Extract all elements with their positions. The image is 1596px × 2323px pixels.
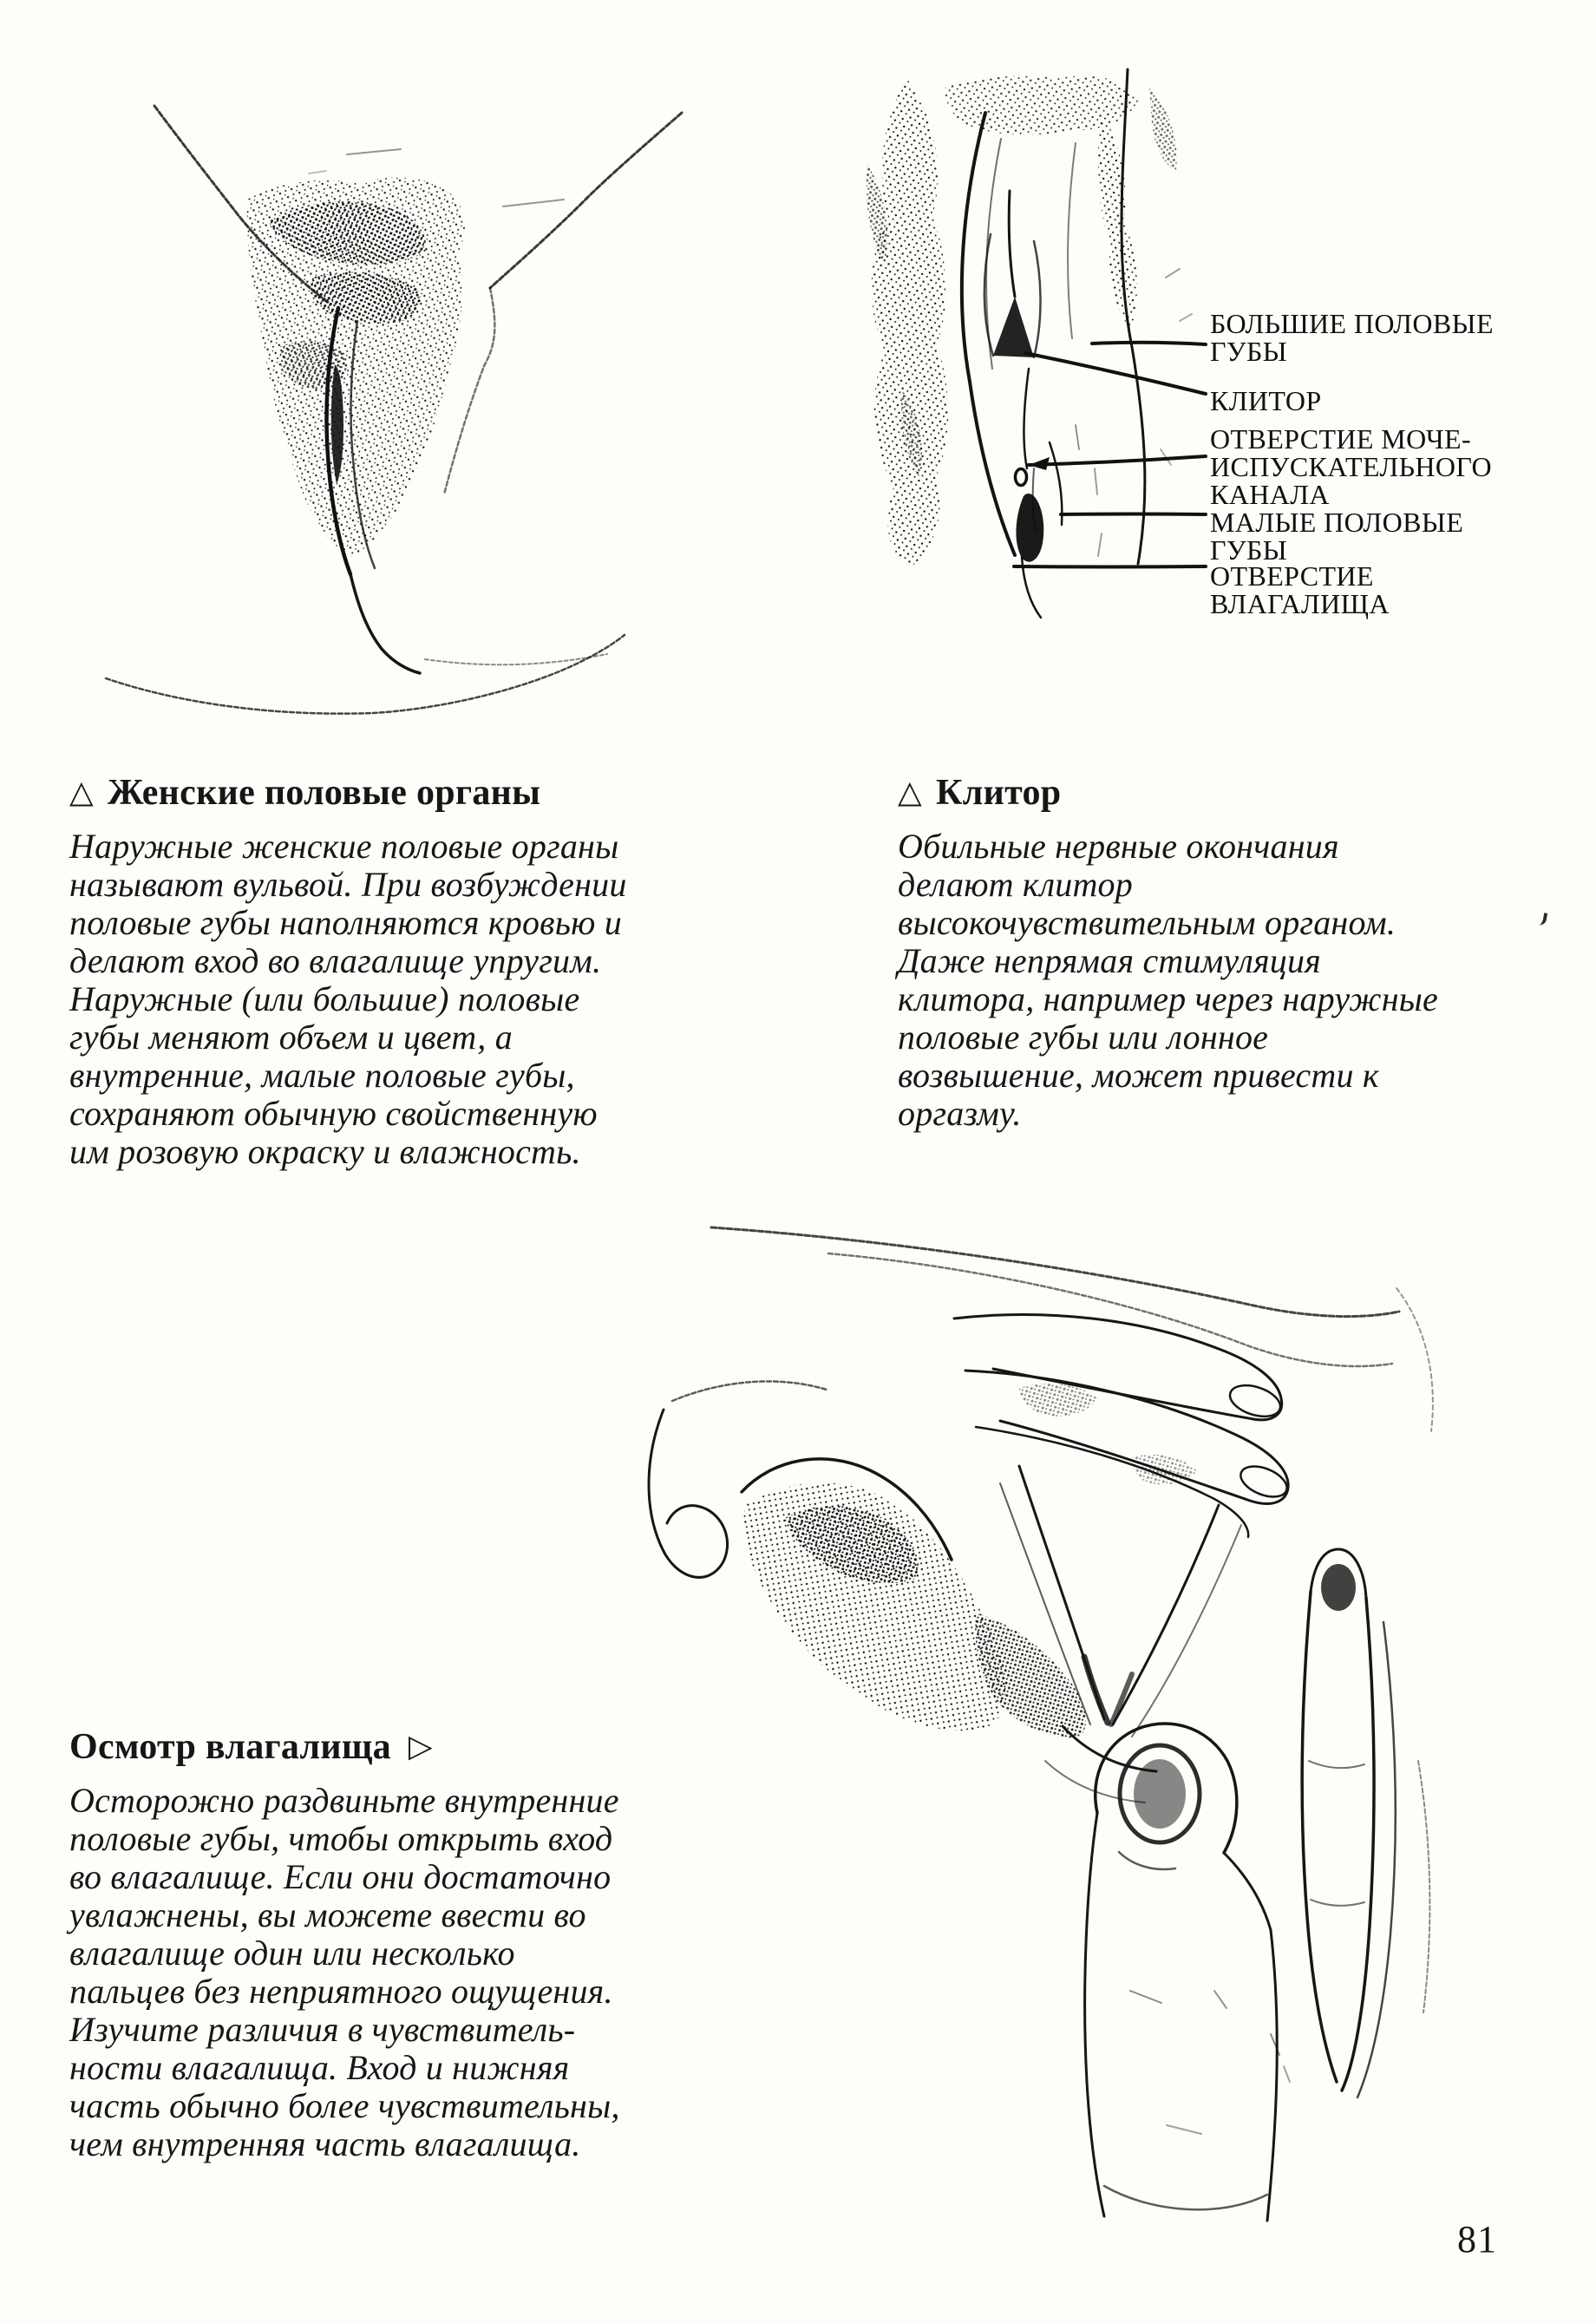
- urethral-opening-mark: [1016, 469, 1027, 486]
- section-title: Клитор: [936, 773, 1062, 813]
- page-number: 81: [1457, 2218, 1497, 2261]
- leader-line-labia-minora: [1061, 514, 1206, 515]
- section-body: Обильные нервные окончания делают клитор высокочувствительным органом. Даже непрямая стимуляция клитора, например через наружные половые губы или лонное возвышение, может привести к оргазму.: [898, 827, 1439, 1133]
- pubic-hair-texture: [247, 178, 465, 557]
- perineum-and-thigh-crease: [106, 574, 625, 714]
- label-labia-minora: МАЛЫЕ ПОЛОВЫЕ ГУБЫ: [1210, 507, 1464, 566]
- section-body: Осторожно раздвиньте внутренние половые губы, чтобы открыть вход во влагалище. Если они достаточно увлажнены, вы можете ввести во влагалище один или несколько пальцев без неприятного ощущения. Изучите различия в чувствитель- ности влагалища. Вход и нижняя часть обычно более чувствительны, чем внутренняя часть влагалища.: [69, 1781, 620, 2163]
- vaginal-opening-shading: [1016, 494, 1043, 562]
- triangle-right-icon: ▷: [408, 1729, 433, 1764]
- section-heading: [898, 772, 1557, 815]
- illustration-hands-examination: [612, 1206, 1462, 2234]
- section-heading: [69, 1726, 729, 1770]
- wrist-crease: [1104, 2186, 1267, 2209]
- illustration-vulva-front-view: [52, 61, 694, 729]
- section-heading: [69, 772, 729, 815]
- label-labia-majora: БОЛЬШИЕ ПОЛОВЫЕ ГУБЫ: [1210, 308, 1494, 367]
- clitoris-shading: [993, 297, 1034, 357]
- lower-hand: [1085, 1549, 1430, 2221]
- index-finger-outline: [1302, 1592, 1337, 2082]
- triangle-up-icon: △: [69, 775, 94, 810]
- figure-vulva-closeup-labeled: [815, 61, 1579, 668]
- section-title: Женские половые органы: [108, 773, 541, 813]
- triangle-up-icon: △: [898, 775, 922, 810]
- section-female-organs: [69, 772, 729, 1171]
- leader-line-vaginal-opening: [1014, 566, 1206, 567]
- section-clitoris: [898, 772, 1557, 1133]
- section-body: Наружные женские половые органы называют вульвой. При возбуждении половые губы наполняются кровью и делают вход во влагалище упругим. Наружные (или большие) половые губы меняют объем и цвет, а внутренние, малые половые губы, сохраняют обычную свойственную им розовую окраску и влажность.: [69, 827, 627, 1171]
- thumb-nail-shading: [1134, 1759, 1186, 1829]
- section-vagina-exam: [69, 1726, 729, 2163]
- section-title: Осмотр влагалища: [69, 1727, 391, 1767]
- leader-line-clitoris: [1025, 353, 1206, 394]
- index-finger-nail: [1321, 1564, 1356, 1611]
- leader-line-labia-majora: [1092, 343, 1206, 344]
- label-clitoris: КЛИТОР: [1210, 385, 1322, 416]
- label-vaginal-opening: ОТВЕРСТИЕ ВЛАГАЛИЩА: [1210, 560, 1390, 619]
- label-urethral-opening: ОТВЕРСТИЕ МОЧЕ- ИСПУСКАТЕЛЬНОГО КАНАЛА: [1210, 423, 1492, 510]
- middle-finger-outline: [1357, 1622, 1396, 2097]
